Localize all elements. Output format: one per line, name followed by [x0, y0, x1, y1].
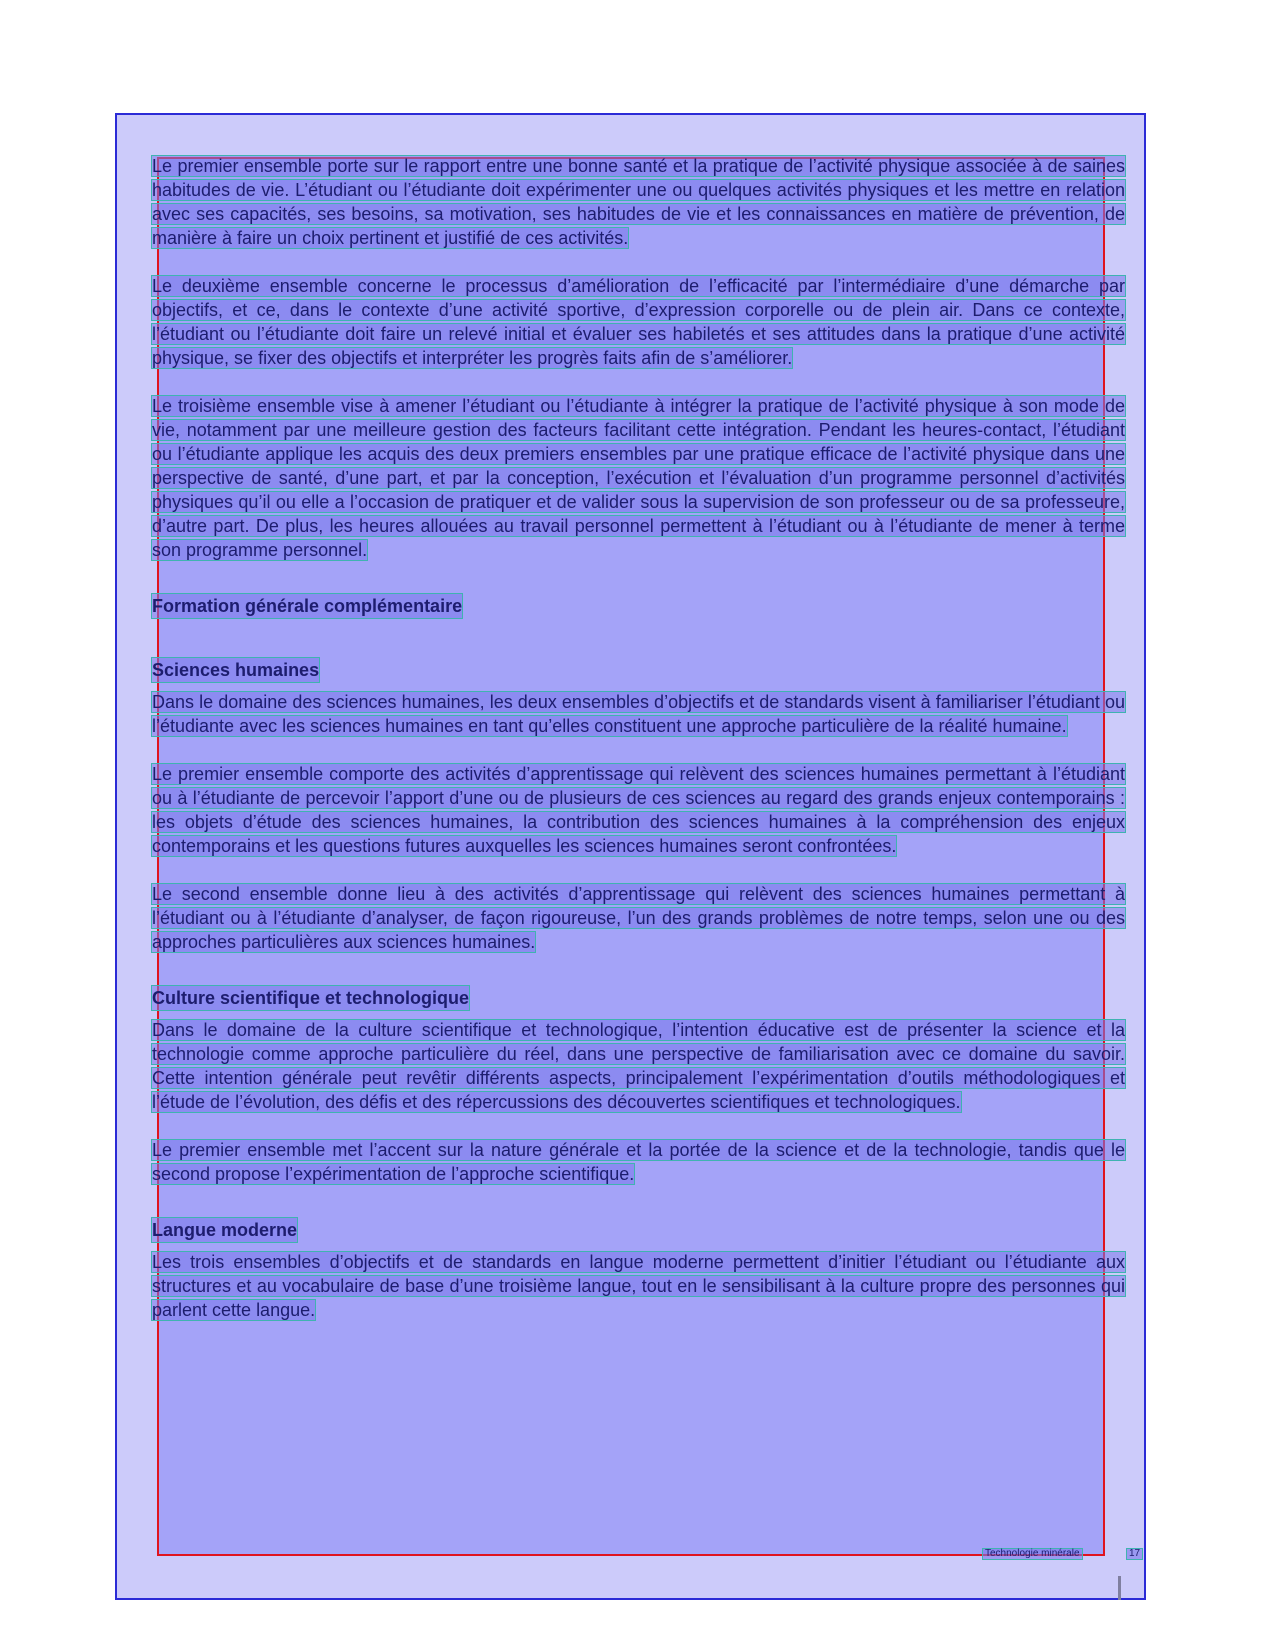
heading-wrap [152, 658, 1125, 682]
paragraph-ensemble-1 [152, 154, 1125, 250]
document-body [152, 154, 1125, 1346]
paragraph-text: Le premier ensemble porte sur le rapport entre une bonne santé et la pratique de l’activité physique associée à de saines habitudes de vie. L’étudiant ou l’étudiante doit expérimenter une ou quelques activités physiques et les mettre en relation avec ses capacités, ses besoins, sa motivation, ses habitudes de vie et les connaissances en matière de prévention, de manière à faire un choix pertinent et justifié de ces activités. [152, 156, 1125, 248]
section-title-wrap [152, 594, 1125, 618]
heading-langue-moderne: Langue moderne [152, 1220, 298, 1240]
paragraph-sh-3 [152, 882, 1125, 954]
paragraph-cst-1 [152, 1018, 1125, 1114]
running-footer-title: Technologie minérale [985, 1548, 1080, 1559]
scroll-indicator[interactable] [1118, 1576, 1121, 1600]
paragraph-text: Les trois ensembles d’objectifs et de standards en langue moderne permettent d’initier l’étudiant ou l’étudiante aux structures et au vocabulaire de base d’une troisième langue, tout en le sensibilisant à la culture propre des personnes qui parlent cette langue. [152, 1252, 1125, 1320]
heading-wrap [152, 986, 1125, 1010]
paragraph-sh-1 [152, 690, 1125, 738]
paragraph-lm-1 [152, 1250, 1125, 1322]
paragraph-ensemble-3 [152, 394, 1125, 562]
paragraph-text: Le second ensemble donne lieu à des activités d’apprentissage qui relèvent des sciences humaines permettant à l’étudiant ou à l’étudiante d’analyser, de façon rigoureuse, l’un des grands problèmes de notre temps, selon une ou des approches particulières aux sciences humaines. [152, 884, 1125, 952]
paragraph-sh-2 [152, 762, 1125, 858]
paragraph-text: Le premier ensemble comporte des activités d’apprentissage qui relèvent des sciences humaines permettant à l’étudiant ou à l’étudiante de percevoir l’apport d’une ou de plusieurs de ces sciences au regard des grands enjeux contemporains : les objets d’étude des sciences humaines, la contribution des sciences humaines à la compréhension des enjeux contemporains et les questions futures auxquelles les sciences humaines seront confrontées. [152, 764, 1125, 856]
heading-sciences-humaines: Sciences humaines [152, 660, 320, 680]
paragraph-cst-2 [152, 1138, 1125, 1186]
heading-wrap [152, 1218, 1125, 1242]
paragraph-ensemble-2 [152, 274, 1125, 370]
paragraph-text: Le premier ensemble met l’accent sur la nature générale et la portée de la science et de la technologie, tandis que le second propose l’expérimentation de l’approche scientifique. [152, 1140, 1125, 1184]
paragraph-text: Le deuxième ensemble concerne le processus d’amélioration de l’efficacité par l’intermédiaire d’une démarche par objectifs, et ce, dans le contexte d’une activité sportive, d’expression corporelle ou de plein air. Dans ce contexte, l’étudiant ou l’étudiante doit faire un relevé initial et évaluer ses habiletés et ses attitudes dans la pratique d’une activité physique, se fixer des objectifs et interpréter les progrès faits afin de s’améliorer. [152, 276, 1125, 368]
paragraph-text: Dans le domaine de la culture scientifique et technologique, l’intention éducative est de présenter la science et la technologie comme approche particulière du réel, dans une perspective de familiarisation avec ce domaine du savoir. Cette intention générale peut revêtir différents aspects, principalement l’expérimentation d’outils méthodologiques et l’étude de l’évolution, des défis et des répercussions des découvertes scientifiques et technologiques. [152, 1020, 1125, 1112]
heading-culture-scientifique: Culture scientifique et technologique [152, 988, 470, 1008]
paragraph-text: Le troisième ensemble vise à amener l’étudiant ou l’étudiante à intégrer la pratique de l’activité physique à son mode de vie, notamment par une meilleure gestion des facteurs facilitant cette intégration. Pendant les heures-contact, l’étudiant ou l’étudiante applique les acquis des deux premiers ensembles par une pratique efficace de l’activité physique dans une perspective de santé, d’une part, et par la conception, l’exécution et l’évaluation d’un programme personnel d’activités physiques qu’il ou elle a l’occasion de pratiquer et de valider sous la supervision de son professeur ou de sa professeure, d’autre part. De plus, les heures allouées au travail personnel permettent à l’étudiant ou à l’étudiante de mener à terme son programme personnel. [152, 396, 1125, 560]
section-title: Formation générale complémentaire [152, 596, 463, 616]
page-number: 17 [1129, 1548, 1141, 1559]
paragraph-text: Dans le domaine des sciences humaines, les deux ensembles d’objectifs et de standards visent à familiariser l’étudiant ou l’étudiante avec les sciences humaines en tant qu’elles constituent une approche particulière de la réalité humaine. [152, 692, 1125, 736]
